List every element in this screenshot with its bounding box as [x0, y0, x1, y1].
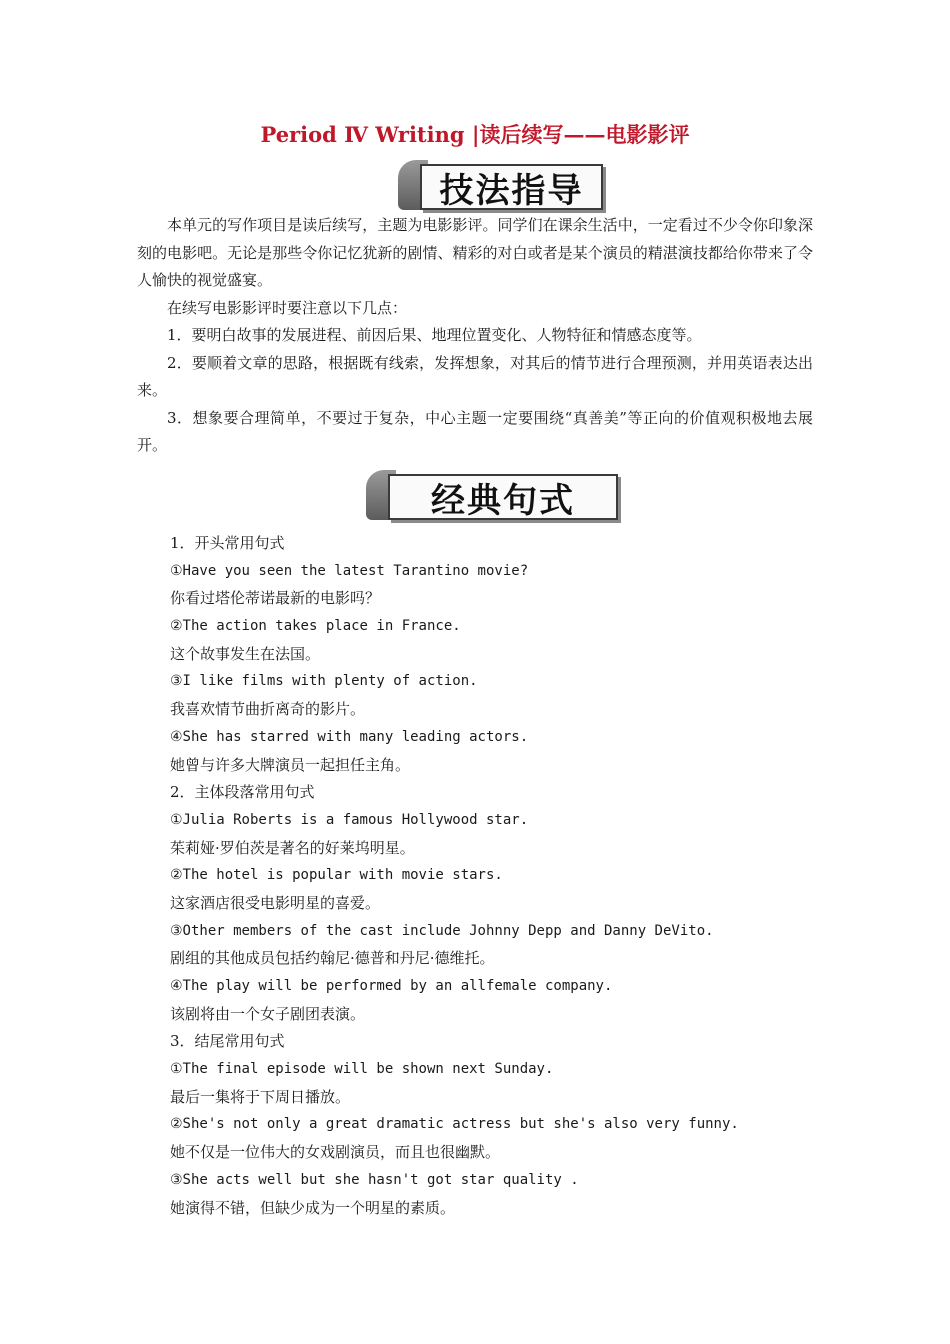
chinese-translation: 我喜欢情节曲折离奇的影片。 — [170, 700, 366, 719]
section-heading: 3．结尾常用句式 — [170, 1032, 285, 1051]
section-heading: 2．主体段落常用句式 — [170, 783, 315, 802]
english-sentence: ③I like films with plenty of action. — [170, 673, 478, 690]
english-sentence: ④The play will be performed by an allfemale company. — [170, 978, 613, 994]
chinese-translation: 她不仅是一位伟大的女戏剧演员，而且也很幽默。 — [170, 1143, 501, 1162]
chinese-translation: 你看过塔伦蒂诺最新的电影吗？ — [170, 589, 381, 608]
chinese-translation: 最后一集将于下周日播放。 — [170, 1087, 351, 1106]
english-sentence: ①Julia Roberts is a famous Hollywood star. — [170, 811, 529, 828]
english-sentence: ①Have you seen the latest Tarantino movie? — [170, 562, 529, 579]
banner-technique-label: 技法指导 — [439, 170, 584, 211]
banner-sentences-label: 经典句式 — [431, 480, 575, 521]
banner-technique — [398, 160, 603, 210]
chinese-translation: 这个故事发生在法国。 — [170, 644, 321, 663]
chinese-translation: 该剧将由一个女子剧团表演。 — [170, 1004, 366, 1023]
intro-section — [137, 212, 813, 460]
intro-paragraph: 在续写电影影评时要注意以下几点： — [167, 298, 408, 317]
sentence-list — [170, 530, 820, 1222]
english-sentence: ③Other members of the cast include Johnny Depp and Danny DeVito. — [170, 922, 714, 939]
english-sentence: ①The final episode will be shown next Sunday. — [170, 1061, 554, 1078]
english-sentence: ③She acts well but she hasn't got star quality . — [170, 1171, 579, 1188]
chinese-translation: 茱莉娅·罗伯茨是著名的好莱坞明星。 — [170, 838, 415, 857]
intro-paragraph: 3．想象要合理简单，不要过于复杂，中心主题一定要围绕“真善美”等正向的价值观积极地去展开。 — [137, 408, 813, 454]
english-sentence: ②She's not only a great dramatic actress but she's also very funny. — [170, 1116, 739, 1133]
intro-paragraph: 2．要顺着文章的思路，根据既有线索，发挥想象，对其后的情节进行合理预测，并用英语表达出来。 — [137, 353, 813, 399]
english-sentence: ④She has starred with many leading actors. — [170, 728, 529, 745]
english-sentence: ②The action takes place in France. — [170, 618, 461, 635]
page-title: Period Ⅳ Writing |读后续写——电影影评 — [260, 122, 690, 147]
english-sentence: ②The hotel is popular with movie stars. — [170, 867, 503, 884]
chinese-translation: 她演得不错，但缺少成为一个明星的素质。 — [170, 1198, 456, 1217]
section-heading: 1．开头常用句式 — [170, 534, 285, 552]
banner-sentences — [366, 470, 618, 520]
chinese-translation: 她曾与许多大牌演员一起担任主角。 — [170, 755, 411, 774]
intro-paragraph: 1．要明白故事的发展进程、前因后果、地理位置变化、人物特征和情感态度等。 — [167, 326, 702, 344]
intro-paragraph: 本单元的写作项目是读后续写，主题为电影影评。同学们在课余生活中，一定看过不少令你印象深刻的电影吧。无论是那些令你记忆犹新的剧情、精彩的对白或者是某个演员的精湛演技都给你带来了令人愉快的视觉盛宴。 — [137, 216, 813, 289]
chinese-translation: 这家酒店很受电影明星的喜爱。 — [170, 893, 381, 912]
chinese-translation: 剧组的其他成员包括约翰尼·德普和丹尼·德维托。 — [170, 949, 495, 968]
